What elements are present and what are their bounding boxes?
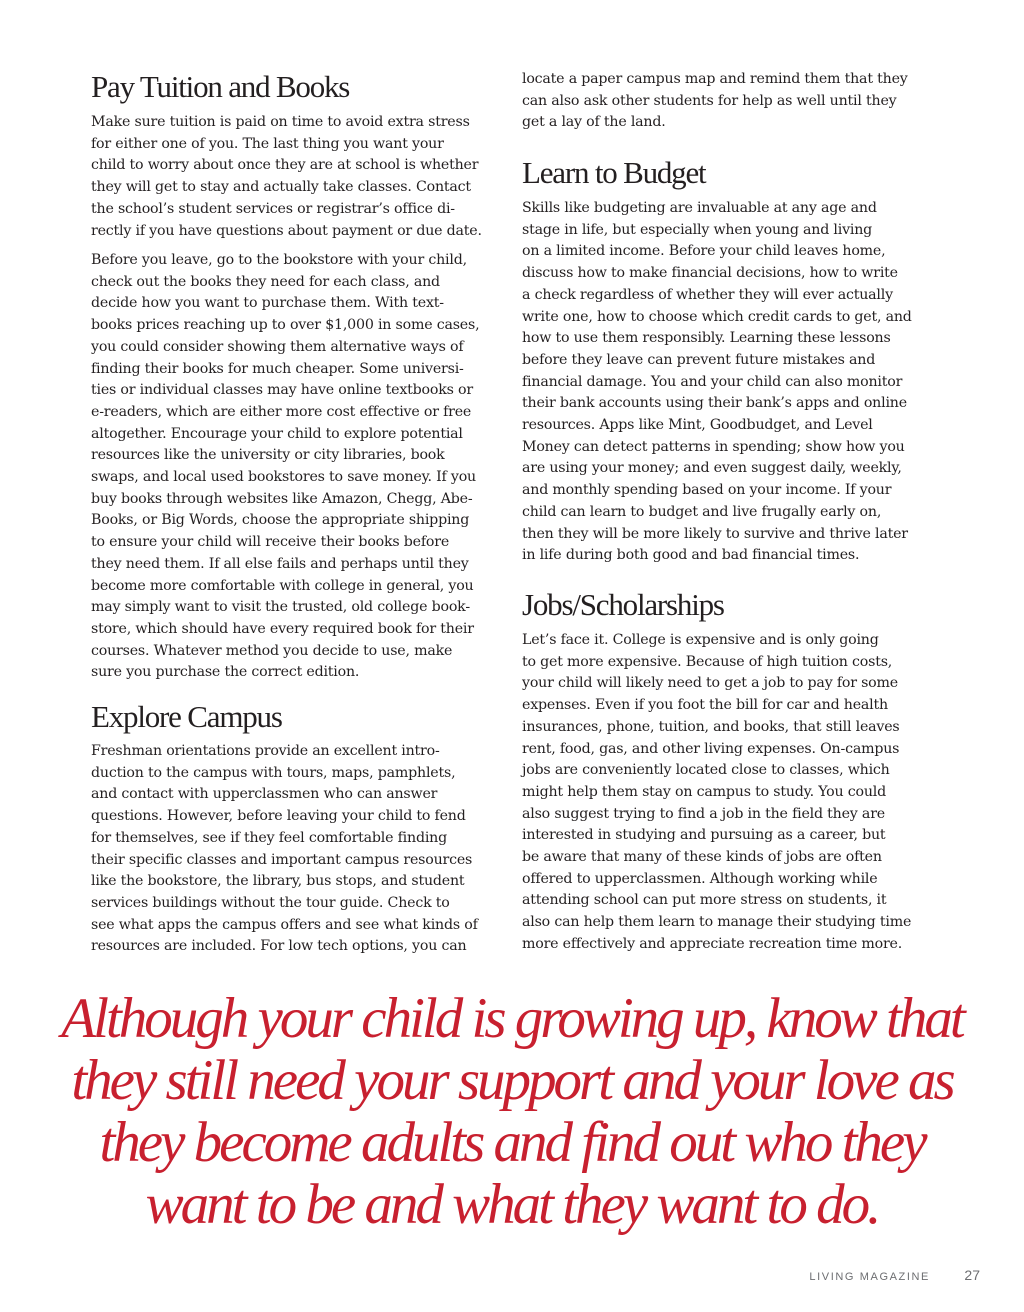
learn-budget-paragraph-1: Skills like budgeting are invaluable at any age and stage in life, but especially when young and living on a limited income. Before your child leaves home, discuss how to make financial decisions, how to write a check regardless of whether they will ever actually write one, how to choose which credit cards to get, and how to use them responsibly. Learning these lessons before they leave can prevent future mistakes and financial damage. You and your child can also monitor their bank accounts using their bank’s apps and online resources. Apps like Mint, Goodbudget, and Level Money can detect patterns in spending; show how you are using your money; and even suggest daily, weekly, and monthly spending based on your income. If your child can learn to budget and live frugally early on, then they will be more likely to survive and thrive later in life during both good and bad financial times. xyxy=(522,200,912,564)
page-number: 27 xyxy=(964,1267,980,1283)
explore-campus-continuation: locate a paper campus map and remind them that they can also ask other students for help as well until they get a lay of the land. xyxy=(522,71,908,131)
pull-quote: Although your child is growing up, know that they still need your support and your love as they become adults and find out who they want to be and what they want to do. xyxy=(61,987,963,1236)
explore-campus-paragraph-1: Freshman orientations provide an excellent intro- duction to the campus with tours, maps, pamphlets, and contact with upperclassmen who can answer questions. However, before leaving your child to fend for themselves, see if they feel comfortable finding their specific classes and important campus resources like the bookstore, the library, bus stops, and student services buildings without the tour guide. Check to see what apps the campus offers and see what kinds of resources are included. For low tech options, you can xyxy=(91,743,478,955)
footer-publication: LIVING MAGAZINE xyxy=(809,1271,930,1283)
heading-pay-tuition: Pay Tuition and Books xyxy=(91,69,350,104)
pay-tuition-paragraph-2: Before you leave, go to the bookstore with your child, check out the books they need for each class, and decide how you want to purchase them. With text- books prices reaching up to over $1,000 in some cases, you could consider showing them alternative ways of finding their books for much cheaper. Some universi- ties or individual classes may have online textbooks or e-readers, which are either more cost effective or free altogether. Encourage your child to explore potential resources like the university or city libraries, book swaps, and local used bookstores to save money. If you buy books through websites like Amazon, Chegg, Abe- Books, or Big Words, choose the appropriate shipping to ensure your child will receive their books before they need them. If all else fails and perhaps until they become more comfortable with college in general, you may simply want to visit the trusted, old college book- store, which should have every required book for their courses. Whatever method you decide to use, make sure you purchase the correct edition. xyxy=(91,252,480,681)
jobs-paragraph-1: Let’s face it. College is expensive and is only going to get more expensive. Because of high tuition costs, your child will likely need to get a job to pay for some expenses. Even if you foot the bill for car and health insurances, phone, tuition, and books, that still leaves rent, food, gas, and other living expenses. On-campus jobs are conveniently located close to classes, which might help them stay on campus to study. You could also suggest trying to find a job in the field they are interested in studying and pursuing as a career, but be aware that many of these kinds of jobs are often offered to upperclassmen. Although working while attending school can put more stress on students, it also can help them learn to manage their studying time more effectively and appreciate recreation time more. xyxy=(522,632,912,952)
heading-jobs-scholarships: Jobs/Scholarships xyxy=(522,587,724,622)
heading-explore-campus: Explore Campus xyxy=(91,699,282,734)
heading-learn-budget: Learn to Budget xyxy=(522,155,706,190)
pay-tuition-paragraph-1: Make sure tuition is paid on time to avoid extra stress for either one of you. The last thing you want your child to worry about once they are at school is whether they will get to stay and actually take classes. Contact the school’s student services or registrar’s office di- rectly if you have questions about payment or due date. xyxy=(91,114,482,239)
